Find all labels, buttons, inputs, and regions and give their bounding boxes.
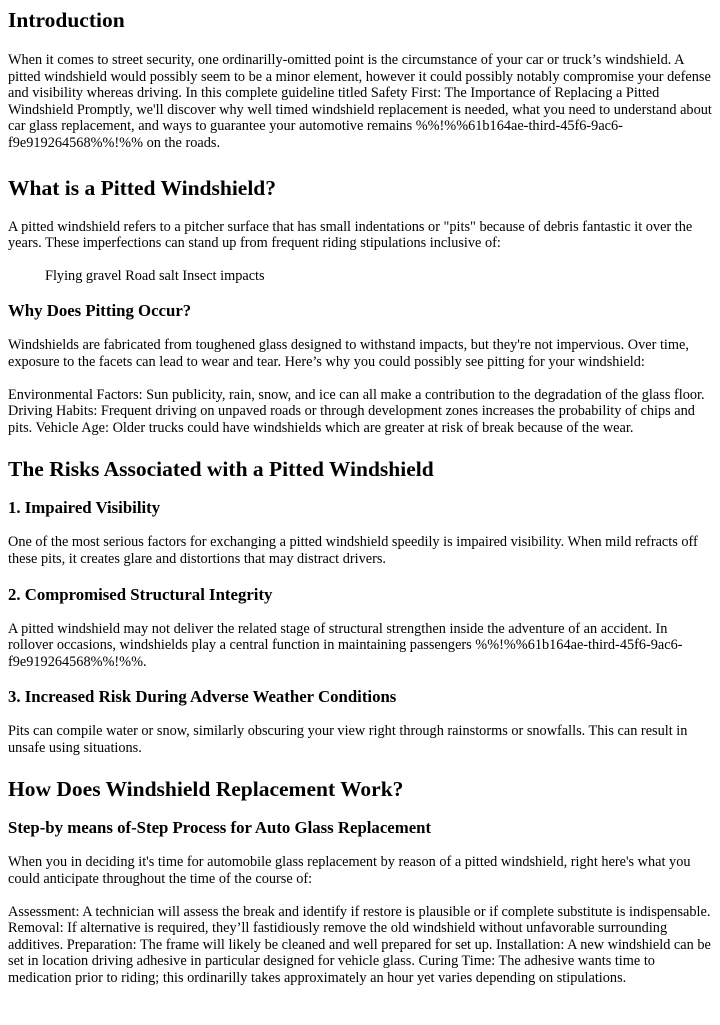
risk-adverse-weather-heading: 3. Increased Risk During Adverse Weather Conditions [8,687,397,707]
why-pitting-paragraph: Windshields are fabricated from toughened glass designed to withstand impacts, but they're not impervious. Over time, exposure to the facets can lead to wear and tear. Here’s why you could possibly see pitting for your windshield: [8,337,689,370]
article [0,8,720,987]
replacement-intro-paragraph: When you in deciding it's time for automobile glass replacement by reason of a pitted windshield, right here's what you could anticipate throughout the time of the course of: [8,854,691,888]
pitting-factors-paragraph: Environmental Factors: Sun publicity, rain, snow, and ice can all make a contribution to the degradation of the glass floor. Driving Habits: Frequent driving on unpaved roads or through development zones increases the probability of chips and pits. Vehicle Age: Older trucks could have windshields which are greater at risk of break because of the wear. [8,386,705,436]
intro-heading: Introduction [8,8,125,32]
replacement-heading: How Does Windshield Replacement Work? [8,777,404,802]
risk-structural-integrity-paragraph: A pitted windshield may not deliver the related stage of structural strengthen inside the adventure of an accident. In rollover occasions, windshields play a central function in maintaining passengers %%!%%61b164ae-third-45f6-9ac6-f9e919264568%%!%%. [8,620,683,670]
risk-adverse-weather-paragraph: Pits can compile water or snow, similarly obscuring your view right through rainstorms or snowfalls. This can result in unsafe using situations. [8,723,688,756]
risk-impaired-visibility-paragraph: One of the most serious factors for exchanging a pitted windshield speedily is impaired visibility. When mild refracts off these pits, it creates glare and distortions that may distract drivers. [8,534,698,567]
why-pitting-heading: Why Does Pitting Occur? [8,301,192,321]
pitted-windshield-paragraph: A pitted windshield refers to a pitcher surface that has small indentations or "pits" because of debris fantastic it over the years. These imperfections can stand up from frequent riding stipulations inclusive of: [8,218,693,252]
step-by-step-heading: Step-by means of-Step Process for Auto Glass Replacement [8,818,432,838]
pitted-windshield-heading: What is a Pitted Windshield? [8,175,277,200]
replacement-steps-paragraph: Assessment: A technician will assess the break and identify if restore is plausible or if complete substitute is indispensable. Removal: If alternative is required, they’ll fastidiously remove the old windshield without unfavorable surrounding additives. Preparation: The frame will likely be cleaned and well prepared for set up. Installation: A new windshield can be set in location driving adhesive in particular designed for vehicle glass. Curing Time: The adhesive wants time to medication prior to riding; this ordinarilly takes approximately an hour yet varies depending on stipulations. [8,903,711,987]
risks-heading: The Risks Associated with a Pitted Windshield [8,457,434,482]
intro-paragraph: When it comes to street security, one ordinarilly-omitted point is the circumstance of your car or truck’s windshield. A pitted windshield would possibly seem to be a minor element, however it could possibly notably compromise your defense and visibility whereas driving. In this complete guideline titled Safety First: The Importance of Replacing a Pitted Windshield Promptly, we'll discover why well timed windshield replacement is needed, what you need to understand about car glass replacement, and ways to guarantee your automotive remains %%!%%61b164ae-third-45f6-9ac6-f9e919264568%%!%% on the roads. [8,52,712,151]
risk-structural-integrity-heading: 2. Compromised Structural Integrity [8,584,273,604]
risk-impaired-visibility-heading: 1. Impaired Visibility [8,498,161,518]
causes-list: Flying gravel Road salt Insect impacts [45,267,265,284]
